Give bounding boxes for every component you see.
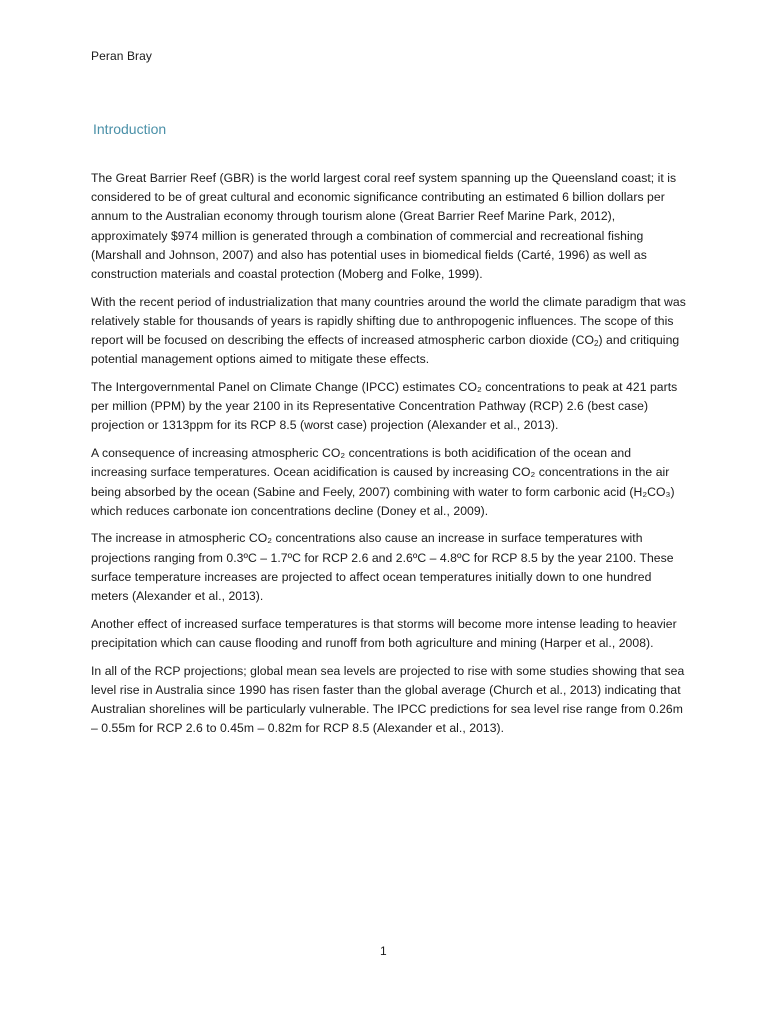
paragraph: In all of the RCP projections; global mean sea levels are projected to rise with some studies showing that sea level rise in Australia since 1990 has risen faster than the global average (Church et al., 2013) indicating that Australian shorelines will be particularly vulnerable. The IPCC predictions for sea level rise range from 0.26m – 0.55m for RCP 2.6 to 0.45m – 0.82m for RCP 8.5 (Alexander et al., 2013).	[91, 663, 685, 736]
paragraph: The Great Barrier Reef (GBR) is the world largest coral reef system spanning up the Queensland coast; it is considered to be of great cultural and economic significance contributing an estimated 6 billion dollars per annum to the Australian economy through tourism alone (Great Barrier Reef Marine Park, 2012), approximately $974 million is generated through a combination of commercial and recreational fishing (Marshall and Johnson, 2007) and also has potential uses in biomedical fields (Carté, 1996) as well as construction materials and coastal protection (Moberg and Folke, 1999).	[91, 171, 677, 282]
paragraph: The increase in atmospheric CO₂ concentrations also cause an increase in surface temperatures with projections ranging from 0.3ºC – 1.7ºC for RCP 2.6 and 2.6ºC – 4.8ºC for RCP 8.5 by the year 2100. These surface temperature increases are projected to affect ocean temperatures initially down to one hundred meters (Alexander et al., 2013).	[91, 531, 674, 604]
page-number: 1	[380, 944, 387, 958]
section-heading: Introduction	[93, 121, 167, 137]
body-text	[91, 169, 689, 747]
paragraph: The Intergovernmental Panel on Climate Change (IPCC) estimates CO₂ concentrations to peak at 421 parts per million (PPM) by the year 2100 in its Representative Concentration Pathway (RCP) 2.6 (best case) projection or 1313ppm for its RCP 8.5 (worst case) projection (Alexander et al., 2013).	[91, 380, 678, 433]
paragraph: Another effect of increased surface temperatures is that storms will become more intense leading to heavier precipitation which can cause flooding and runoff from both agriculture and mining (Harper et al., 2008).	[91, 616, 677, 650]
paragraph: With the recent period of industrialization that many countries around the world the climate paradigm that was relatively stable for thousands of years is rapidly shifting due to anthropogenic influences. The scope of this report will be focused on describing the effects of increased atmospheric carbon dioxide $(CO_2)$ and critiquing potential management options aimed to mitigate these effects.	[91, 294, 686, 367]
paragraph: A consequence of increasing atmospheric CO₂ concentrations is both acidification of the ocean and increasing surface temperatures. Ocean acidification is caused by increasing CO₂ concentrations in the air being absorbed by the ocean (Sabine and Feely, 2007) combining with water to form carbonic acid (H₂CO₃) which reduces carbonate ion concentrations decline (Doney et al., 2009).	[91, 446, 675, 518]
author-name: Peran Bray	[91, 49, 153, 63]
